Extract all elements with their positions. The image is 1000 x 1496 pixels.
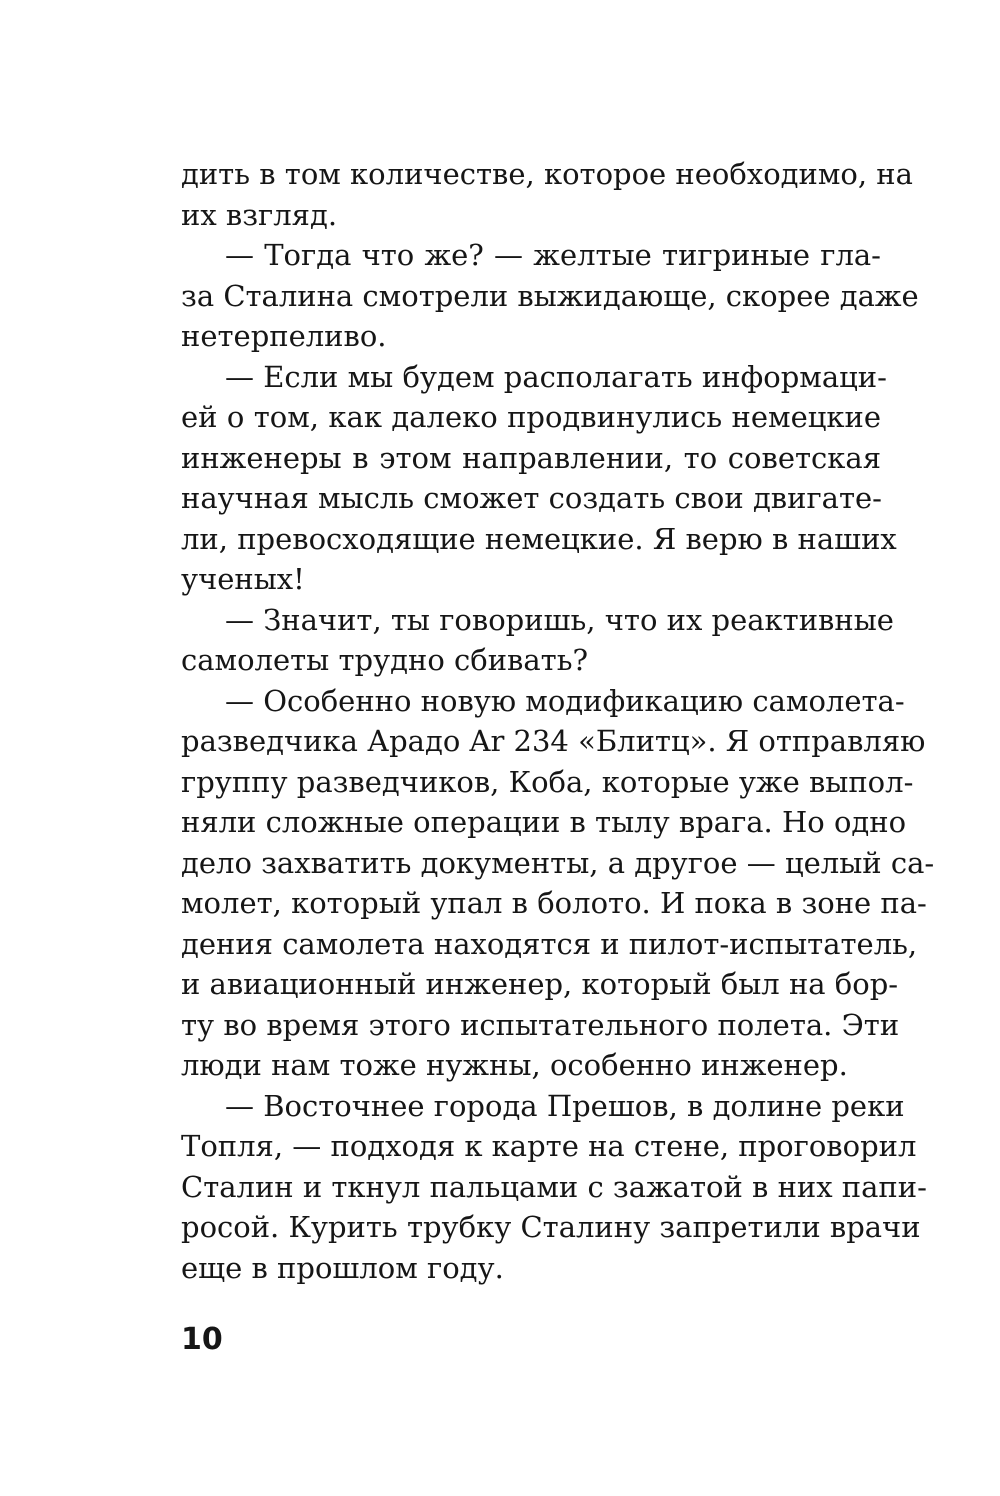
dialogue-line: — Если мы будем располагать информаци- — [225, 359, 887, 394]
dialogue-line: — Тогда что же? — желтые тигриные гла- — [225, 238, 881, 272]
text-line: молет, который упал в болото. И пока в зоне па- — [181, 886, 927, 920]
text-line: Сталин и ткнул пальцами с зажатой в них папи- — [181, 1169, 927, 1204]
text-line: люди нам тоже нужны, особенно инженер. — [181, 1048, 848, 1082]
text-line: еще в прошлом году. — [181, 1250, 504, 1285]
text-line: инженеры в этом направлении, то советская — [181, 440, 881, 475]
text-line: ученых! — [181, 562, 305, 596]
dialogue-line: — Значит, ты говоришь, что их реактивные — [225, 602, 894, 637]
text-line: самолеты трудно сбивать? — [181, 643, 589, 677]
text-line: и авиационный инженер, который был на бор- — [181, 967, 899, 1001]
text-line: научная мысль сможет создать свои двигате- — [181, 481, 882, 515]
text-line: ей о том, как далеко продвинулись немецкие — [181, 400, 881, 434]
text-line: росой. Курить трубку Сталину запретили врачи — [181, 1210, 921, 1244]
text-line: Топля, — подходя к карте на стене, проговорил — [181, 1129, 917, 1163]
text-line: няли сложные операции в тылу врага. Но одно — [181, 805, 907, 839]
dialogue-line: — Особенно новую модификацию самолета- — [225, 683, 905, 718]
text-line: дить в том количестве, которое необходимо, на — [181, 157, 913, 191]
text-line: дело захватить документы, а другое — целый са- — [181, 845, 935, 880]
text-line: дения самолета находятся и пилот-испытатель, — [181, 926, 918, 961]
page-number: 10 — [181, 1322, 223, 1357]
text-line: группу разведчиков, Коба, которые уже выпол- — [181, 764, 914, 799]
text-line: их взгляд. — [181, 197, 338, 232]
text-line: за Сталина смотрели выжидающе, скорее даже — [181, 278, 919, 313]
dialogue-line: — Восточнее города Прешов, в долине реки — [225, 1088, 905, 1123]
text-line: ли, превосходящие немецкие. Я верю в наших — [181, 521, 897, 556]
page-text — [181, 154, 935, 1288]
text-line: нетерпеливо. — [181, 319, 387, 353]
text-line: ту во время этого испытательного полета. Эти — [181, 1007, 900, 1042]
text-line: разведчика Арадо Ar 234 «Блитц». Я отправляю — [181, 724, 926, 758]
